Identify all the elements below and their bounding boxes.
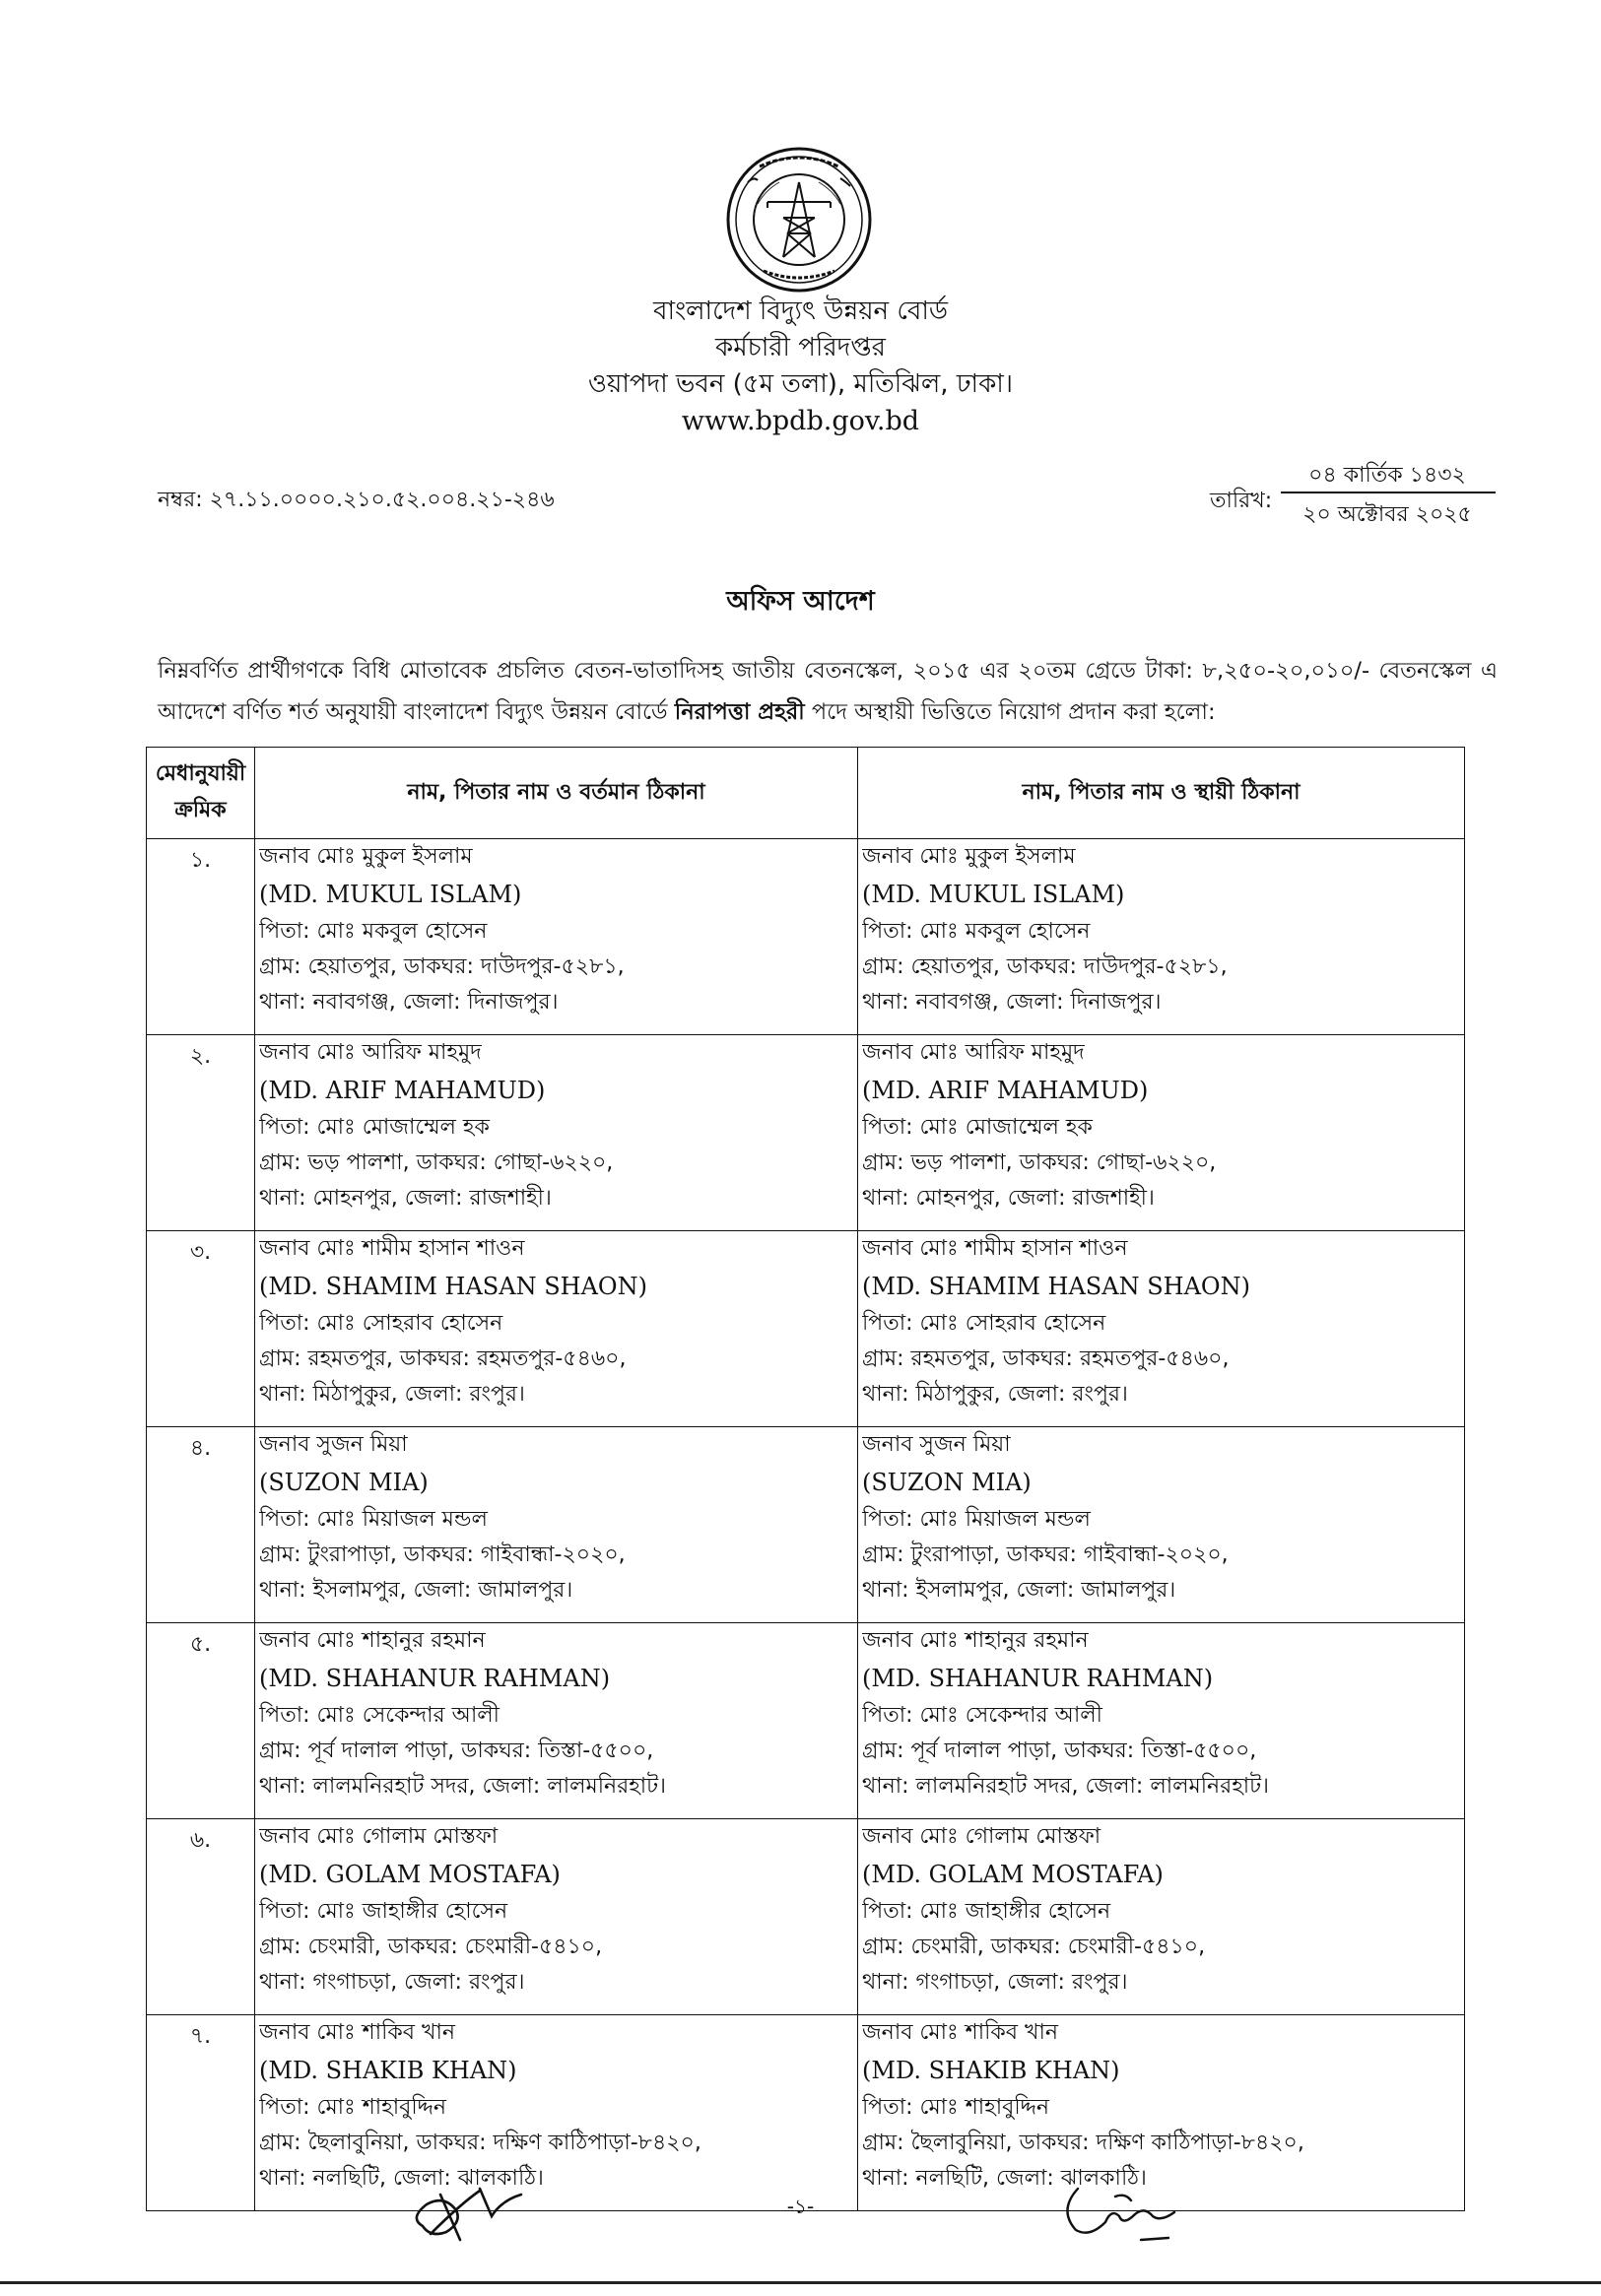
name-english: (MD. SHAHANUR RAHMAN): [862, 1665, 1214, 1692]
intro-text-after: পদে অস্থায়ী ভিত্তিতে নিয়োগ প্রদান করা হলো:: [804, 699, 1216, 725]
present-address-cell: [255, 1231, 858, 1427]
order-title: অফিস আদেশ: [726, 586, 875, 617]
table-row: [147, 1427, 1465, 1623]
serial-cell: ৫.: [147, 1623, 255, 1819]
serial-cell: ২.: [147, 1035, 255, 1231]
header-serial: মেধানুযায়ী ক্রমিক: [147, 748, 255, 839]
father-name: পিতা: মোঃ শাহাবুদ্দিন: [259, 2095, 447, 2120]
father-name: পিতা: মোঃ মকবুল হোসেন: [259, 919, 488, 944]
name-bengali: জনাব মোঃ আরিফ মাহমুদ: [259, 1040, 482, 1065]
permanent-address-cell: [858, 1231, 1465, 1427]
father-name: পিতা: মোঃ শাহাবুদ্দিন: [862, 2095, 1050, 2120]
serial-cell: ৭.: [147, 2015, 255, 2211]
name-english: (MD. GOLAM MOSTAFA): [259, 1861, 561, 1888]
father-name: পিতা: মোঃ সোহরাব হোসেন: [862, 1311, 1106, 1336]
date-bengali-calendar: ০৪ কার্তিক ১৪৩২: [1308, 463, 1466, 488]
table-row: [147, 839, 1465, 1035]
thana-district: থানা: মোহনপুর, জেলা: রাজশাহী।: [259, 1186, 552, 1211]
father-name: পিতা: মোঃ মকবুল হোসেন: [862, 919, 1091, 944]
signature-right: [1052, 2177, 1205, 2246]
name-bengali: জনাব মোঃ শাহানুর রহমান: [862, 1628, 1089, 1653]
father-name: পিতা: মোঃ মিয়াজল মন্ডল: [259, 1507, 488, 1532]
village-post: গ্রাম: ছৈলাবুনিয়া, ডাকঘর: দক্ষিণ কাঠিপাড়া-৮৪২০,: [259, 2131, 701, 2155]
table-row: [147, 1819, 1465, 2015]
office-address: ওয়াপদা ভবন (৫ম তলা), মতিঝিল, ঢাকা।: [587, 369, 1014, 399]
thana-district: থানা: ইসলামপুর, জেলা: জামালপুর।: [862, 1578, 1176, 1603]
father-name: পিতা: মোঃ জাহাঙ্গীর হোসেন: [862, 1899, 1111, 1924]
present-address-cell: [255, 1035, 858, 1231]
father-name: পিতা: মোঃ সেকেন্দার আলী: [259, 1703, 500, 1728]
name-bengali: জনাব সুজন মিয়া: [862, 1432, 1011, 1457]
table-row: [147, 1623, 1465, 1819]
thana-district: থানা: নলছিটি, জেলা: ঝালকাঠি।: [862, 2166, 1147, 2191]
present-address-cell: [255, 1623, 858, 1819]
present-address-cell: [255, 839, 858, 1035]
serial-cell: ৬.: [147, 1819, 255, 2015]
permanent-address-cell: [858, 1819, 1465, 2015]
thana-district: থানা: নলছিটি, জেলা: ঝালকাঠি।: [259, 2166, 544, 2191]
village-post: গ্রাম: রহমতপুর, ডাকঘর: রহমতপুর-৫৪৬০,: [862, 1346, 1230, 1371]
village-post: গ্রাম: ছৈলাবুনিয়া, ডাকঘর: দক্ষিণ কাঠিপাড়া-৮৪২০,: [862, 2131, 1304, 2155]
name-bengali: জনাব মোঃ শাকিব খান: [259, 2020, 455, 2045]
name-english: (MD. SHAHANUR RAHMAN): [259, 1665, 611, 1692]
village-post: গ্রাম: টুংরাপাড়া, ডাকঘর: গাইবান্ধা-২০২০,: [862, 1542, 1229, 1567]
name-english: (MD. SHAKIB KHAN): [259, 2057, 517, 2084]
name-bengali: জনাব মোঃ মুকুল ইসলাম: [862, 844, 1076, 869]
thana-district: থানা: মিঠাপুকুর, জেলা: রংপুর।: [862, 1382, 1128, 1407]
village-post: গ্রাম: চেংমারী, ডাকঘর: চেংমারী-৫৪১০,: [862, 1935, 1206, 1959]
name-english: (MD. ARIF MAHAMUD): [259, 1077, 546, 1104]
org-name: বাংলাদেশ বিদ্যুৎ উন্নয়ন বোর্ড: [652, 296, 949, 326]
name-bengali: জনাব মোঃ আরিফ মাহমুদ: [862, 1040, 1085, 1065]
permanent-address-cell: [858, 1035, 1465, 1231]
table-header-row: [147, 748, 1465, 839]
date-gregorian-calendar: ২০ অক্টোবর ২০২৫: [1302, 502, 1472, 527]
thana-district: থানা: নবাবগঞ্জ, জেলা: দিনাজপুর।: [259, 990, 559, 1015]
father-name: পিতা: মোঃ সোহরাব হোসেন: [259, 1311, 503, 1336]
village-post: গ্রাম: হেয়াতপুর, ডাকঘর: দাউদপুর-৫২৮১,: [259, 954, 625, 979]
table-body: [147, 839, 1465, 2211]
permanent-address-cell: [858, 839, 1465, 1035]
thana-district: থানা: মিঠাপুকুর, জেলা: রংপুর।: [259, 1382, 525, 1407]
name-english: (MD. MUKUL ISLAM): [862, 881, 1125, 908]
header-permanent-address: নাম, পিতার নাম ও স্থায়ী ঠিকানা: [858, 748, 1465, 839]
bottom-rule: [0, 2281, 1601, 2284]
table-row: [147, 1231, 1465, 1427]
header-present-address: নাম, পিতার নাম ও বর্তমান ঠিকানা: [255, 748, 858, 839]
name-bengali: জনাব মোঃ গোলাম মোস্তফা: [862, 1824, 1101, 1849]
name-english: (MD. MUKUL ISLAM): [259, 881, 522, 908]
present-address-cell: [255, 1427, 858, 1623]
village-post: গ্রাম: ভড় পালশা, ডাকঘর: গোছা-৬২২০,: [862, 1150, 1217, 1175]
name-bengali: জনাব সুজন মিয়া: [259, 1432, 408, 1457]
thana-district: থানা: মোহনপুর, জেলা: রাজশাহী।: [862, 1186, 1155, 1211]
date-divider: [1281, 492, 1496, 493]
village-post: গ্রাম: হেয়াতপুর, ডাকঘর: দাউদপুর-৫২৮১,: [862, 954, 1228, 979]
post-name: নিরাপত্তা প্রহরী: [674, 699, 805, 725]
father-name: পিতা: মোঃ মোজাম্মেল হক: [862, 1115, 1093, 1140]
permanent-address-cell: [858, 1427, 1465, 1623]
village-post: গ্রাম: রহমতপুর, ডাকঘর: রহমতপুর-৫৪৬০,: [259, 1346, 627, 1371]
table-row: [147, 2015, 1465, 2211]
thana-district: থানা: গংগাচড়া, জেলা: রংপুর।: [862, 1970, 1128, 1995]
directorate-name: কর্মচারী পরিদপ্তর: [715, 333, 886, 362]
father-name: পিতা: মোঃ জাহাঙ্গীর হোসেন: [259, 1899, 508, 1924]
table-row: [147, 1035, 1465, 1231]
serial-cell: ১.: [147, 839, 255, 1035]
name-bengali: জনাব মোঃ শামীম হাসান শাওন: [259, 1236, 525, 1261]
name-english: (MD. SHAMIM HASAN SHAON): [862, 1273, 1250, 1300]
father-name: পিতা: মোঃ মিয়াজল মন্ডল: [862, 1507, 1091, 1532]
name-english: (MD. GOLAM MOSTAFA): [862, 1861, 1164, 1888]
page-number: -১-: [786, 2195, 815, 2218]
village-post: গ্রাম: পূর্ব দালাল পাড়া, ডাকঘর: তিস্তা-৫৫০০,: [862, 1738, 1257, 1763]
name-english: (MD. SHAKIB KHAN): [862, 2057, 1120, 2084]
thana-district: থানা: লালমনিরহাট সদর, জেলা: লালমনিরহাট।: [862, 1774, 1270, 1799]
name-bengali: জনাব মোঃ শাকিব খান: [862, 2020, 1058, 2045]
name-bengali: জনাব মোঃ মুকুল ইসলাম: [259, 844, 473, 869]
memo-number: নম্বর: ২৭.১১.০০০০.২১০.৫২.০০৪.২১-২৪৬: [158, 488, 555, 512]
village-post: গ্রাম: চেংমারী, ডাকঘর: চেংমারী-৫৪১০,: [259, 1935, 603, 1959]
website: www.bpdb.gov.bd: [681, 406, 920, 436]
letterhead: [0, 294, 1601, 439]
bpdb-emblem-icon: [724, 145, 874, 295]
thana-district: থানা: গংগাচড়া, জেলা: রংপুর।: [259, 1970, 525, 1995]
date-label: তারিখ:: [1210, 489, 1273, 513]
serial-cell: ৩.: [147, 1231, 255, 1427]
village-post: গ্রাম: ভড় পালশা, ডাকঘর: গোছা-৬২২০,: [259, 1150, 614, 1175]
name-bengali: জনাব মোঃ শামীম হাসান শাওন: [862, 1236, 1128, 1261]
memo-date: [1210, 456, 1505, 535]
village-post: গ্রাম: টুংরাপাড়া, ডাকঘর: গাইবান্ধা-২০২০,: [259, 1542, 626, 1567]
present-address-cell: [255, 2015, 858, 2211]
intro-paragraph: [158, 650, 1498, 733]
serial-cell: ৪.: [147, 1427, 255, 1623]
name-english: (MD. SHAMIM HASAN SHAON): [259, 1273, 647, 1300]
permanent-address-cell: [858, 1623, 1465, 1819]
appointee-table: [146, 747, 1465, 2211]
name-bengali: জনাব মোঃ শাহানুর রহমান: [259, 1628, 486, 1653]
intro-text-before: নিম্নবর্ণিত প্রার্থীগণকে বিধি মোতাবেক প্রচলিত বেতন-ভাতাদিসহ জাতীয় বেতনস্কেল, ২০১৫ এর ২০তম গ্রেডে টাকা: ৮,২৫০-২০,০১০/- বেতনস্কেল এ আদেশে বর্ণিত শর্ত অনুযায়ী বাংলাদেশ বিদ্যুৎ উন্নয়ন বোর্ডে: [158, 658, 1498, 725]
village-post: গ্রাম: পূর্ব দালাল পাড়া, ডাকঘর: তিস্তা-৫৫০০,: [259, 1738, 654, 1763]
name-english: (MD. ARIF MAHAMUD): [862, 1077, 1149, 1104]
thana-district: থানা: ইসলামপুর, জেলা: জামালপুর।: [259, 1578, 573, 1603]
father-name: পিতা: মোঃ মোজাম্মেল হক: [259, 1115, 490, 1140]
father-name: পিতা: মোঃ সেকেন্দার আলী: [862, 1703, 1102, 1728]
thana-district: থানা: লালমনিরহাট সদর, জেলা: লালমনিরহাট।: [259, 1774, 667, 1799]
thana-district: থানা: নবাবগঞ্জ, জেলা: দিনাজপুর।: [862, 990, 1162, 1015]
name-english: (SUZON MIA): [259, 1469, 429, 1496]
present-address-cell: [255, 1819, 858, 2015]
name-bengali: জনাব মোঃ গোলাম মোস্তফা: [259, 1824, 499, 1849]
name-english: (SUZON MIA): [862, 1469, 1032, 1496]
